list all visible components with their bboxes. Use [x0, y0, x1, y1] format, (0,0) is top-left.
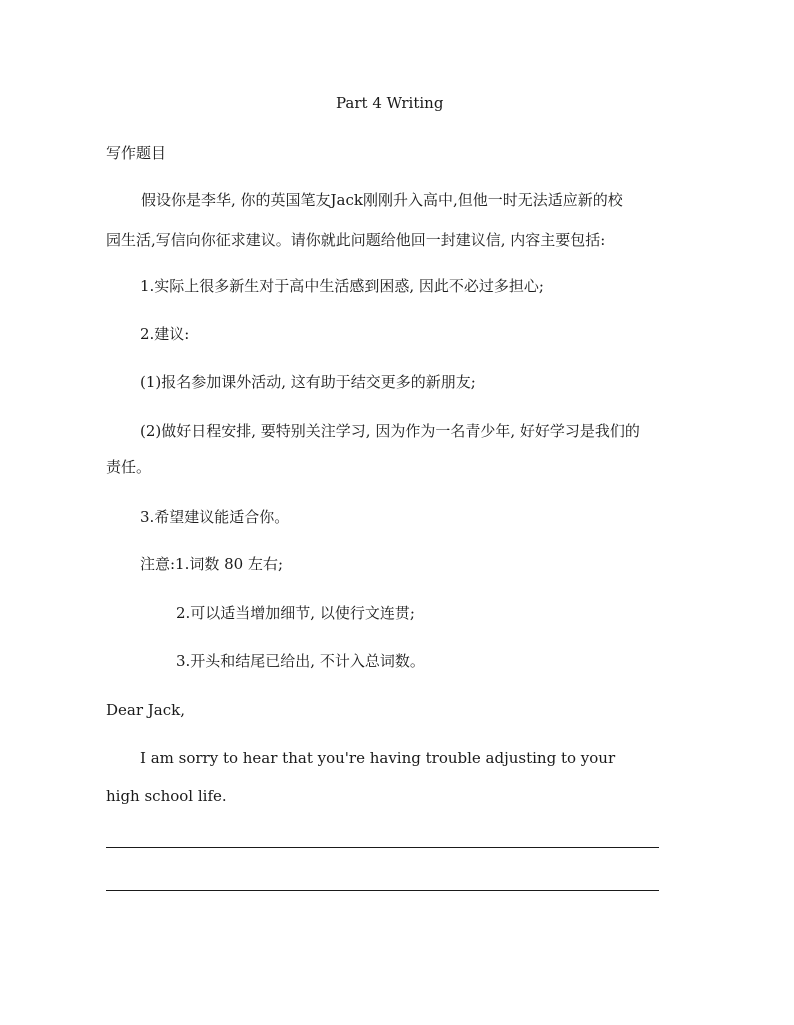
answer-line[interactable] — [106, 890, 659, 891]
prompt-point-1: 1.实际上很多新生对于高中生活感到困惑, 因此不必过多担心; — [140, 277, 544, 295]
prompt-point-2b-line-1: (2)做好日程安排, 要特别关注学习, 因为作为一名青少年, 好好学习是我们的 — [140, 422, 640, 440]
note-1: 注意:1.词数 80 左右; — [140, 555, 284, 573]
prompt-point-3: 3.希望建议能适合你。 — [140, 508, 290, 526]
note-3: 3.开头和结尾已给出, 不计入总词数。 — [176, 652, 425, 670]
section-heading: 写作题目 — [106, 144, 167, 162]
letter-line-1: I am sorry to hear that you're having trouble adjusting to your — [140, 749, 616, 767]
letter-greeting: Dear Jack, — [106, 701, 185, 719]
prompt-intro-line-2: 园生活,写信向你征求建议。请你就此问题给他回一封建议信, 内容主要包括: — [106, 231, 606, 249]
page-title: Part 4 Writing — [336, 94, 444, 112]
answer-line[interactable] — [106, 847, 659, 848]
prompt-point-2a: (1)报名参加课外活动, 这有助于结交更多的新朋友; — [140, 373, 476, 391]
letter-line-2: high school life. — [106, 787, 227, 805]
prompt-intro-line-1: 假设你是李华, 你的英国笔友Jack刚刚升入高中,但他一时无法适应新的校 — [141, 191, 623, 209]
prompt-point-2: 2.建议: — [140, 325, 190, 343]
note-2: 2.可以适当增加细节, 以使行文连贯; — [176, 604, 415, 622]
prompt-point-2b-line-2: 责任。 — [106, 458, 152, 476]
